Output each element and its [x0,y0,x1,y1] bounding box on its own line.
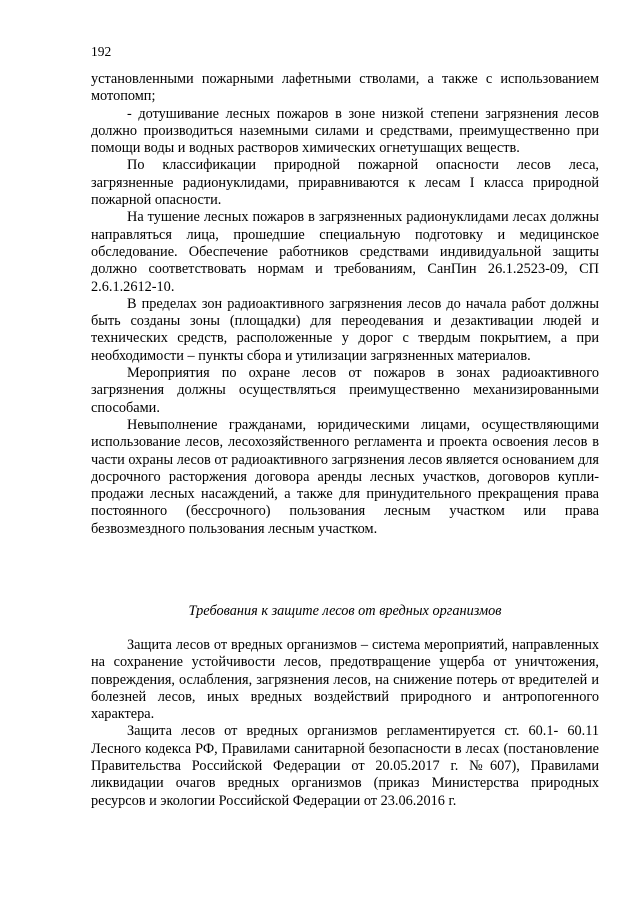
paragraph: На тушение лесных пожаров в загрязненных радионуклидами лесах должны направляться лица, прошедшие специальную подготовку и медицинское обследование. Обеспечение работников средствами индивидуальной защиты должно соответствовать нормам и требованиям, СанПин 26.1.2523-09, СП 2.6.1.2612-10. [91,209,599,295]
body-text-section [91,637,599,810]
paragraph: Невыполнение гражданами, юридическими лицами, осуществляющими использование лесов, лесохозяйственного регламента и проекта освоения лесов в части охраны лесов от радиоактивного загрязнения лесов является основанием для досрочного расторжения договора аренды лесных участков, договоров купли-продажи лесных насаждений, а также для принудительного прекращения права постоянного (бессрочного) пользования лесным участком или права безвозмездного пользования лесным участком. [91,416,599,537]
paragraph: В пределах зон радиоактивного загрязнения лесов до начала работ должны быть созданы зоны (площадки) для переодевания и дезактивации людей и технических средств, расположенные у дорог с твердым покрытием, а при необходимости – пункты сбора и утилизации загрязненных материалов. [91,295,599,364]
page-number: 192 [91,44,112,59]
paragraph: - дотушивание лесных пожаров в зоне низкой степени загрязнения лесов должно производиться наземными силами и средствами, преимущественно при помощи воды и водных растворов химических огнетушащих веществ. [91,105,599,157]
paragraph: Защита лесов от вредных организмов регламентируется ст. 60.1- 60.11 Лесного кодекса РФ, Правилами санитарной безопасности в лесах (постановление Правительства Российской Федерации от 20.05.2017 г. №607), Правилами ликвидации очагов вредных организмов (приказ Министерства природных ресурсов и экологии Российской Федерации от 23.06.2016 г. [91,723,599,809]
paragraph: Мероприятия по охране лесов от пожаров в зонах радиоактивного загрязнения должны осуществляться преимущественно механизированными способами. [91,365,599,416]
paragraph: установленными пожарными лафетными стволами, а также с использованием мотопомп; [91,71,599,105]
body-text-top [91,71,599,538]
paragraph: Защита лесов от вредных организмов – система мероприятий, направленных на сохранение устойчивости лесов, предотвращение ущерба от уничтожения, повреждения, ослабления, загрязнения лесов, на снижение потерь от вредителей и болезней лесов, иных вредных воздействий природного и антропогенного характера. [91,637,599,723]
section-heading: Требования к защите лесов от вредных организмов [188,603,502,619]
paragraph: По классификации природной пожарной опасности лесов леса, загрязненные радионуклидами, приравниваются к лесам I класса природной пожарной опасности. [91,157,599,209]
